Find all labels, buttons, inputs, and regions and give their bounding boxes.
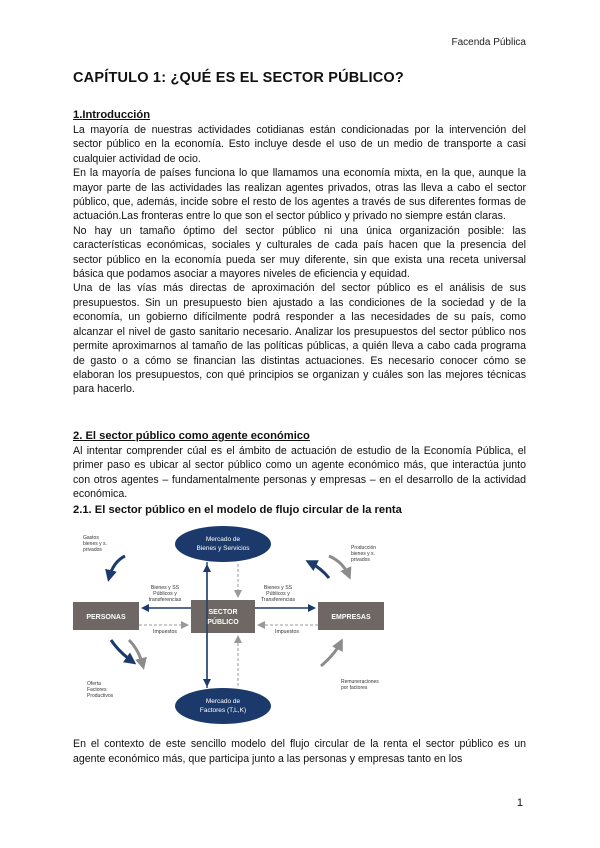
closing-section [73, 737, 526, 767]
right-flow-label-line: Bienes y SS [263, 585, 293, 591]
companies-box [318, 602, 384, 630]
right-flow-label [261, 585, 296, 603]
chapter-title: CAPÍTULO 1: ¿QUÉ ES EL SECTOR PÚBLICO? [73, 70, 404, 86]
corner-label-line: por factores [341, 685, 368, 691]
curved-arrow-bottom-left-navy [111, 640, 133, 662]
factors-market-label-line2: Factores (T,L,K) [199, 707, 247, 714]
companies-label: EMPRESAS [331, 614, 371, 621]
paragraph: Al intentar comprender cúal es el ámbito de actuación de estudio de la Economía Pública, el primer paso es ubicar al sector público como un agente económico más, que interactúa junto con otros agentes – fundamentalmente personas y empresas – en el desarrollo de la actividad económica. [73, 445, 526, 501]
public-sector-line1: SECTOR [208, 609, 238, 616]
section-heading: 2. El sector público como agente económico [73, 430, 310, 442]
factor-supply-label [87, 681, 114, 699]
corner-label-line: privados [351, 557, 370, 563]
circular-flow-diagram [73, 522, 528, 725]
corner-label-line: Productivos [87, 693, 114, 699]
factors-market-label-line1: Mercado de [205, 698, 241, 705]
private-production-label [351, 545, 376, 563]
section-public-sector-agent [73, 429, 526, 517]
private-spending-label [83, 535, 107, 553]
left-flow-label-line: Bienes y SS [150, 585, 180, 591]
curved-arrow-bottom-right [321, 642, 341, 666]
left-flow-label-line: transferencias [148, 597, 182, 603]
curved-arrow-top-right [329, 556, 349, 576]
corner-label-line: privados [83, 547, 102, 553]
goods-services-market [175, 526, 271, 562]
section-introduction [73, 108, 526, 397]
curved-arrow-top-left [109, 556, 125, 578]
corner-label-line: Remuneraciones [341, 679, 379, 685]
right-flow-label-line: Públicos y [266, 591, 290, 597]
paragraph: Una de las vías más directas de aproximación del sector público es el análisis de sus presupuestos. Sin un presupuesto bien ajustado a las condiciones de la sociedad y de la economía, un gobierno difícilmente podrá responder a las necesidades de su país, como alcanzar el nivel de gasto sanitario necesario. Analizar los presupuestos del sector público nos permite aproximarnos al tamaño de las políticas públicas, a quién lleva a cabo cada programa de gasto o a cómo se financian las distintas actuaciones. Es necesario conocer cómo se elaboran los presupuestos, con qué principios se organizan y cuáles son las mejores técnicas para hacerlo. [73, 282, 526, 396]
corner-label-line: Factores [87, 687, 107, 693]
paragraph: La mayoría de nuestras actividades cotidianas están condicionadas por la intervención del sector público en la economía. Esto incluye desde el uso de un medio de transporte a casi cualquier actividad de ocio. [73, 124, 526, 165]
subsection-heading: 2.1. El sector público en el modelo de flujo circular de la renta [73, 503, 402, 516]
corner-label-line: Producción [351, 545, 377, 551]
corner-label-line: Oferta [87, 681, 101, 687]
corner-label-line: Gastos [83, 535, 99, 541]
factor-remuneration-label [341, 679, 379, 691]
page-number: 1 [516, 797, 523, 809]
paragraph: En el contexto de este sencillo modelo del flujo circular de la renta el sector público es un agente económico más, que participa junto a las personas y empresas tanto en los [73, 738, 526, 765]
persons-label: PERSONAS [86, 614, 126, 621]
section-heading: 1.Introducción [73, 109, 151, 121]
right-taxes-label: Impuestos [275, 629, 299, 635]
paragraph: En la mayoría de países funciona lo que llamamos una economía mixta, en la que, aunque la mayor parte de las actividades las realizan agentes privados, otras las lleva a cabo el sector público, que, además, incide sobre el resto de los agentes a través de sus diferentes formas de actuación.Las fronteras entre lo que son el sector público y privado no siempre están claras. [73, 167, 526, 223]
goods-market-label-line1: Mercado de [205, 536, 241, 543]
public-sector-line2: PÚBLICO [207, 619, 239, 626]
left-flow-label [149, 585, 182, 603]
right-flow-label-line: Transferencias [260, 597, 296, 603]
running-header: Facenda Pública [451, 37, 526, 48]
persons-box [73, 602, 139, 630]
left-taxes-label: Impuestos [153, 629, 177, 635]
paragraph: No hay un tamaño óptimo del sector público ni una única organización posible: las características económicas, sociales y culturales de cada país hacen que la presencia del sector público en la economía pueda ser muy diferente, sin que exista una receta universal básica que podamos asociar a mayores niveles de eficiencia y equidad. [73, 224, 526, 281]
curved-arrow-top-right-navy [309, 562, 329, 578]
left-flow-label-line: Públicos y [153, 591, 177, 597]
corner-label-line: bienes y s. [351, 551, 375, 557]
factors-market [175, 688, 271, 724]
public-sector-box [191, 600, 255, 633]
corner-label-line: bienes y s. [83, 541, 107, 547]
goods-market-label-line2: Bienes y Servicios [196, 545, 250, 552]
